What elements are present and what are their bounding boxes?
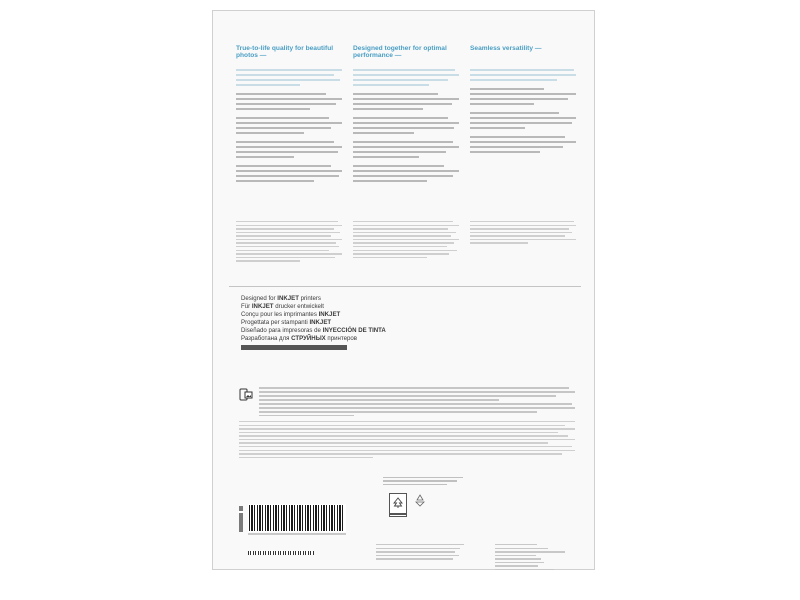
illegible-body-text xyxy=(353,69,459,182)
side-color-strip xyxy=(239,506,243,532)
inkjet-compatibility xyxy=(241,295,441,352)
compat-line: Für INKJET drucker entwickelt xyxy=(241,303,324,310)
recycle-icon xyxy=(413,493,427,507)
compat-line: Conçu pour les imprimantes INKJET xyxy=(241,311,341,318)
footnote-column xyxy=(470,221,576,264)
footnote-column xyxy=(236,221,342,264)
column-headline: Designed together for optimal performance — xyxy=(353,45,447,60)
compat-line-arabic xyxy=(241,344,441,352)
fsc-text xyxy=(383,477,463,487)
footnotes xyxy=(236,221,576,264)
feature-columns xyxy=(236,45,576,185)
manufacturing-info xyxy=(376,544,464,562)
side-strip-mark xyxy=(238,511,244,513)
package-back-page xyxy=(212,10,595,570)
column-headline: True-to-life quality for beautiful photos — xyxy=(236,45,334,60)
footnote-column xyxy=(353,221,459,264)
column-headline: Seamless versatility — xyxy=(470,45,542,52)
phone-printing-text xyxy=(259,387,575,419)
compat-line: Progettata per stampanti INKJET xyxy=(241,319,332,326)
small-barcode xyxy=(248,551,314,555)
illegible-body-text xyxy=(470,69,576,153)
feature-column-versatility xyxy=(470,45,576,185)
phone-photo-icon xyxy=(239,387,253,401)
compat-line: Разработана для СТРУЙНЫХ принтеров xyxy=(241,335,358,342)
barcode xyxy=(248,504,346,532)
divider xyxy=(229,286,581,287)
feature-column-performance xyxy=(353,45,459,185)
fsc-logo-icon xyxy=(389,493,407,517)
manufacturer-address xyxy=(495,544,565,573)
compat-line: Designed for INKJET printers xyxy=(241,295,321,302)
illegible-body-text xyxy=(236,69,342,182)
legal-text xyxy=(239,421,575,460)
feature-column-quality xyxy=(236,45,342,185)
compat-line: Diseñado para impresoras de INYECCIÓN DE TINTA xyxy=(241,327,386,334)
barcode-digits xyxy=(248,533,346,535)
